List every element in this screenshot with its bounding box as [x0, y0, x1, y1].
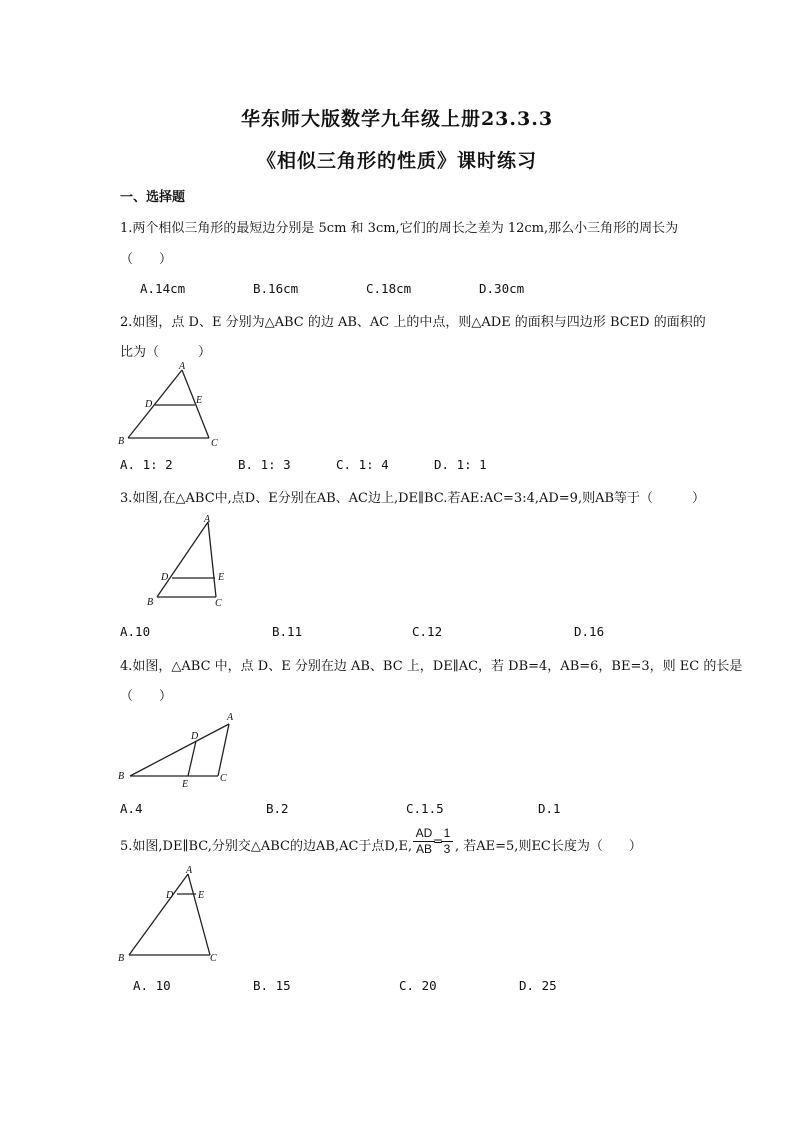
- q3-option-d: D.16: [574, 624, 605, 639]
- doc-title-line1: 华东师大版数学九年级上册23.3.3: [240, 108, 554, 130]
- q3-label-d: D: [161, 572, 169, 583]
- q5-label-a: A: [186, 865, 193, 876]
- q2-label-d: D: [145, 399, 153, 410]
- q3-option-b: B.11: [272, 624, 303, 639]
- q5-fraction-value: [441, 826, 453, 857]
- q2-stem-cont: 比为（ ）: [120, 345, 212, 360]
- q5-label-e: E: [198, 890, 205, 901]
- q4-side-ac: [218, 724, 229, 776]
- q3-label-e: E: [218, 572, 225, 583]
- q1-option-a: A.14cm: [140, 281, 186, 296]
- q2-option-d: D. 1: 1: [434, 457, 487, 472]
- q2-label-e: E: [196, 395, 203, 406]
- q4-label-c: C: [220, 773, 227, 784]
- q2-option-a: A. 1: 2: [120, 457, 173, 472]
- q5-side-ab: [129, 874, 188, 955]
- q4-stem-cont: （ ）: [120, 689, 173, 704]
- q3-side-ab: [157, 522, 208, 597]
- q3-label-c: C: [215, 598, 222, 609]
- q4-option-a: A.4: [120, 801, 143, 816]
- q5-side-ac: [188, 874, 210, 955]
- q5-option-d: D. 25: [519, 978, 557, 993]
- q5-option-b: B. 15: [253, 978, 291, 993]
- q5-equals: =: [433, 834, 444, 848]
- q3-triangle-figure: [140, 512, 240, 612]
- q1-option-b: B.16cm: [253, 281, 299, 296]
- q4-label-d: D: [191, 731, 199, 742]
- q3-label-b: B: [147, 597, 154, 608]
- q5-frac-numerator: AD: [413, 826, 435, 842]
- q5-label-d: D: [166, 890, 174, 901]
- q2-stem: 2.如图，点 D、E 分别为△ABC 的边 AB、AC 上的中点，则△ADE 的面积与四边形 BCED 的面积的: [120, 315, 706, 330]
- q4-option-c: C.1.5: [406, 801, 444, 816]
- q1-option-d: D.30cm: [479, 281, 525, 296]
- q5-label-c: C: [210, 953, 217, 964]
- q5-stem-start: 5.如图,DE∥BC,分别交△ABC的边AB,AC于点D,E,: [120, 839, 413, 854]
- q2-option-b: B. 1: 3: [238, 457, 291, 472]
- q4-triangle-figure: [112, 706, 252, 794]
- q3-option-a: A.10: [120, 624, 151, 639]
- q5-value-numerator: 1: [441, 826, 453, 842]
- q5-stem-end: , 若AE=5,则EC长度为（ ）: [455, 839, 642, 854]
- section-heading: 一、选择题: [120, 190, 186, 205]
- q4-label-a: A: [227, 712, 234, 723]
- q4-option-b: B.2: [266, 801, 289, 816]
- q2-side-ab: [128, 370, 182, 438]
- q4-segment-de: [188, 741, 196, 776]
- q4-stem: 4.如图，△ABC 中，点 D、E 分别在边 AB、BC 上，DE∥AC，若 DB=4，AB=6，BE=3，则 EC 的长是: [120, 659, 743, 674]
- q5-fraction-ad-ab: [413, 826, 435, 857]
- q3-side-ac: [208, 522, 216, 597]
- q5-option-c: C. 20: [399, 978, 437, 993]
- q5-frac-denominator: AB: [415, 842, 432, 856]
- q4-option-d: D.1: [538, 801, 561, 816]
- q2-option-c: C. 1: 4: [336, 457, 389, 472]
- q5-option-a: A. 10: [133, 978, 171, 993]
- q4-label-e: E: [182, 779, 189, 790]
- q2-label-c: C: [211, 438, 218, 449]
- q1-option-c: C.18cm: [366, 281, 412, 296]
- q5-triangle-figure: [112, 862, 232, 968]
- q3-label-a: A: [204, 514, 211, 525]
- q4-label-b: B: [118, 771, 125, 782]
- q1-stem-cont: （ ）: [120, 252, 173, 267]
- q2-triangle-figure: [112, 360, 232, 452]
- q3-stem: 3.如图,在△ABC中,点D、E分别在AB、AC边上,DE∥BC.若AE:AC=3:4,AD=9,则AB等于（ ）: [120, 491, 706, 506]
- q2-label-a: A: [179, 361, 186, 372]
- q4-side-ab: [130, 724, 229, 776]
- q1-stem: 1.两个相似三角形的最短边分别是 5cm 和 3cm,它们的周长之差为 12cm,那么小三角形的周长为: [120, 221, 679, 236]
- q5-value-denominator: 3: [443, 842, 451, 856]
- q5-label-b: B: [118, 953, 125, 964]
- doc-title-line2: 《相似三角形的性质》课时练习: [256, 150, 537, 172]
- q2-label-b: B: [118, 436, 125, 447]
- q3-option-c: C.12: [412, 624, 443, 639]
